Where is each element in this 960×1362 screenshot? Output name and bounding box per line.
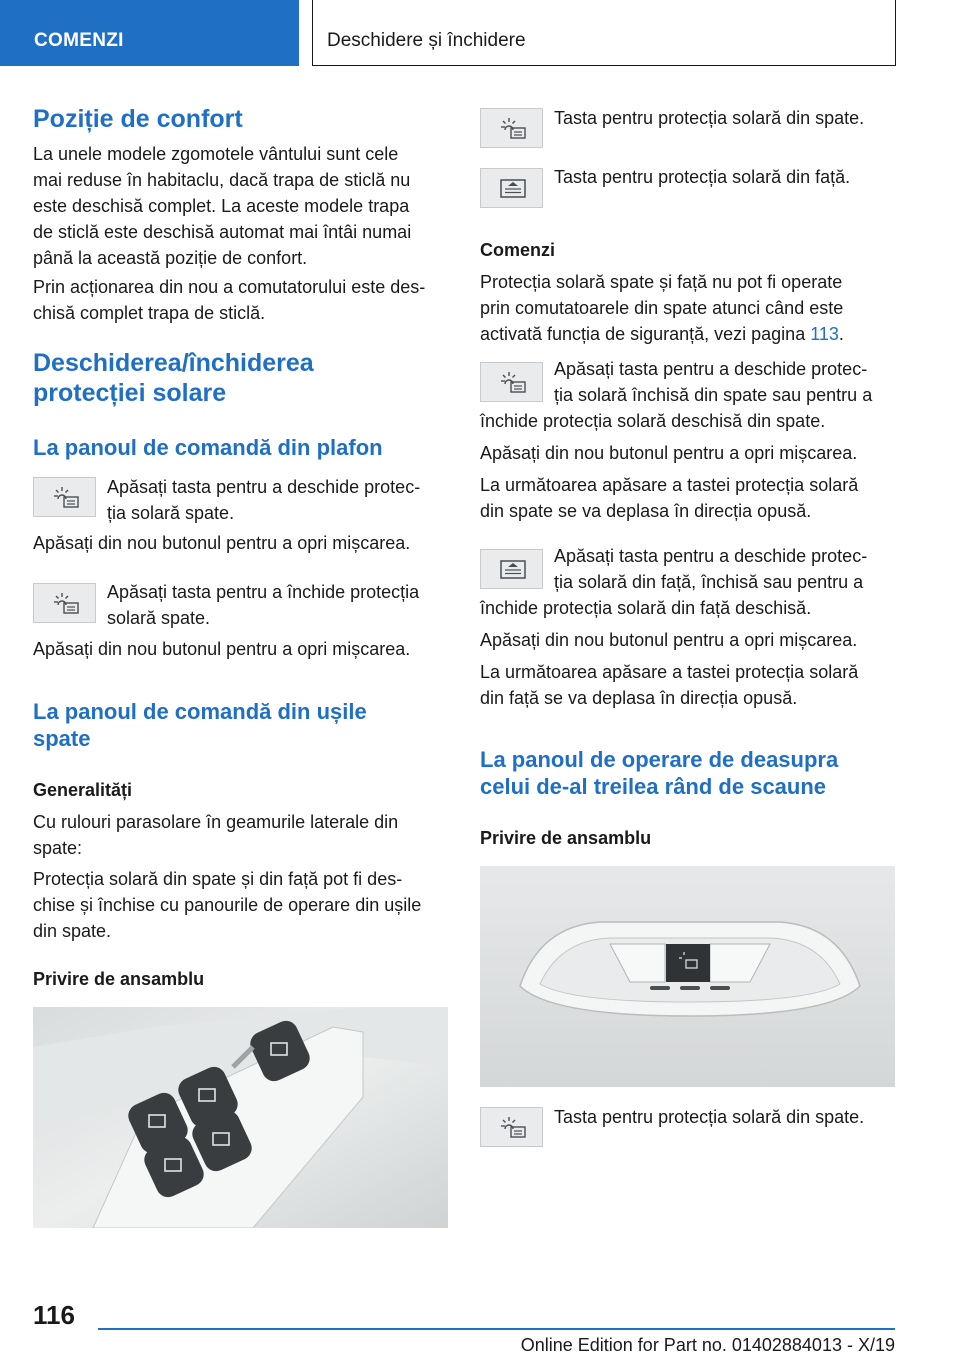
icon6-description: Apăsați tasta pentru a deschide protec- ția solară din față, închisă sau pentru a — [554, 546, 868, 592]
icon4-description: Tasta pentru protecția solară din față. — [554, 167, 851, 187]
paragraph-next-2: La următoarea apăsare a tastei protecția solară din față se va deplasa în direcția opusă. — [480, 662, 859, 708]
heading-open-close-sunshade: Deschiderea/închiderea protecției solare — [33, 349, 314, 407]
door-control-panel-photo — [33, 1007, 448, 1228]
ceiling-control-panel-photo — [480, 866, 895, 1087]
paragraph-stop-1: Apăsați din nou butonul pentru a opri mișcarea. — [33, 533, 411, 553]
paragraph-controls: Protecția solară spate și față nu pot fi operate prin comutatoarele din spate atunci când este activată funcția de siguranță, vezi pagina 113. — [480, 272, 844, 344]
header-chapter-box — [312, 0, 896, 66]
footer-edition: Online Edition for Part no. 01402884013 - X/19 — [520, 1335, 895, 1355]
footer-divider — [98, 1328, 895, 1330]
heading-rear-doors-panel: La panoul de comandă din ușile spate — [33, 699, 367, 751]
paragraph-stop-3: Apăsați din nou butonul pentru a opri mișcarea. — [480, 443, 858, 463]
heading-ceiling-panel: La panoul de comandă din plafon — [33, 435, 383, 460]
header-chapter-label: Deschidere și închidere — [327, 30, 526, 51]
heading-third-row-panel: La panoul de operare de deasupra celui de-al treilea rând de scaune — [480, 747, 839, 799]
heading-general: Generalități — [33, 780, 133, 800]
paragraph-general-2: Protecția solară din spate și din față pot fi des- chise și închise cu panourile de operare din ușile din spate. — [33, 869, 422, 941]
header-section-label: COMENZI — [34, 30, 124, 51]
page-link-113[interactable]: 113 — [810, 324, 839, 344]
icon3-description: Tasta pentru protecția solară din spate. — [554, 108, 865, 128]
header-section-tab — [0, 0, 299, 66]
rear-sunshade-key-icon — [33, 583, 96, 623]
rear-sunshade-key-icon — [480, 1107, 543, 1147]
paragraph-stop-4: Apăsați din nou butonul pentru a opri mișcarea. — [480, 630, 858, 650]
icon7-description: Tasta pentru protecția solară din spate. — [554, 1107, 865, 1127]
heading-controls: Comenzi — [480, 240, 556, 260]
rear-sunshade-key-icon — [480, 108, 543, 148]
icon2-description: Apăsați tasta pentru a închide protecția solară spate. — [107, 582, 420, 628]
paragraph-next-1: La următoarea apăsare a tastei protecția solară din spate se va deplasa în direcția opusă. — [480, 475, 859, 521]
heading-overview-2: Privire de ansamblu — [480, 828, 652, 848]
paragraph-general-1: Cu rulouri parasolare în geamurile laterale din spate: — [33, 812, 399, 858]
paragraph-icon6-continued: închide protecția solară din față deschisă. — [480, 598, 812, 618]
rear-sunshade-key-icon — [480, 362, 543, 402]
rear-sunshade-key-icon — [33, 477, 96, 517]
icon5-description: Apăsați tasta pentru a deschide protec- ția solară închisă din spate sau pentru a — [554, 359, 873, 405]
icon1-description: Apăsați tasta pentru a deschide protec- ția solară spate. — [107, 477, 421, 523]
paragraph-stop-2: Apăsați din nou butonul pentru a opri mișcarea. — [33, 639, 411, 659]
paragraph-comfort-1: La unele modele zgomotele vântului sunt cele mai reduse în habitaclu, dacă trapa de sticlă nu este deschisă complet. La aceste modele trapa de sticlă este deschisă automat mai întâi numai până la această poziție de confort. — [33, 144, 412, 268]
paragraph-comfort-2: Prin acționarea din nou a comutatorului este des- chisă complet trapa de sticlă. — [33, 277, 426, 323]
page-number: 116 — [33, 1300, 75, 1330]
front-sunshade-key-icon — [480, 549, 543, 589]
heading-comfort-position: Poziție de confort — [33, 105, 243, 133]
paragraph-icon5-continued: închide protecția solară deschisă din spate. — [480, 411, 826, 431]
heading-overview: Privire de ansamblu — [33, 969, 205, 989]
front-sunshade-key-icon — [480, 168, 543, 208]
